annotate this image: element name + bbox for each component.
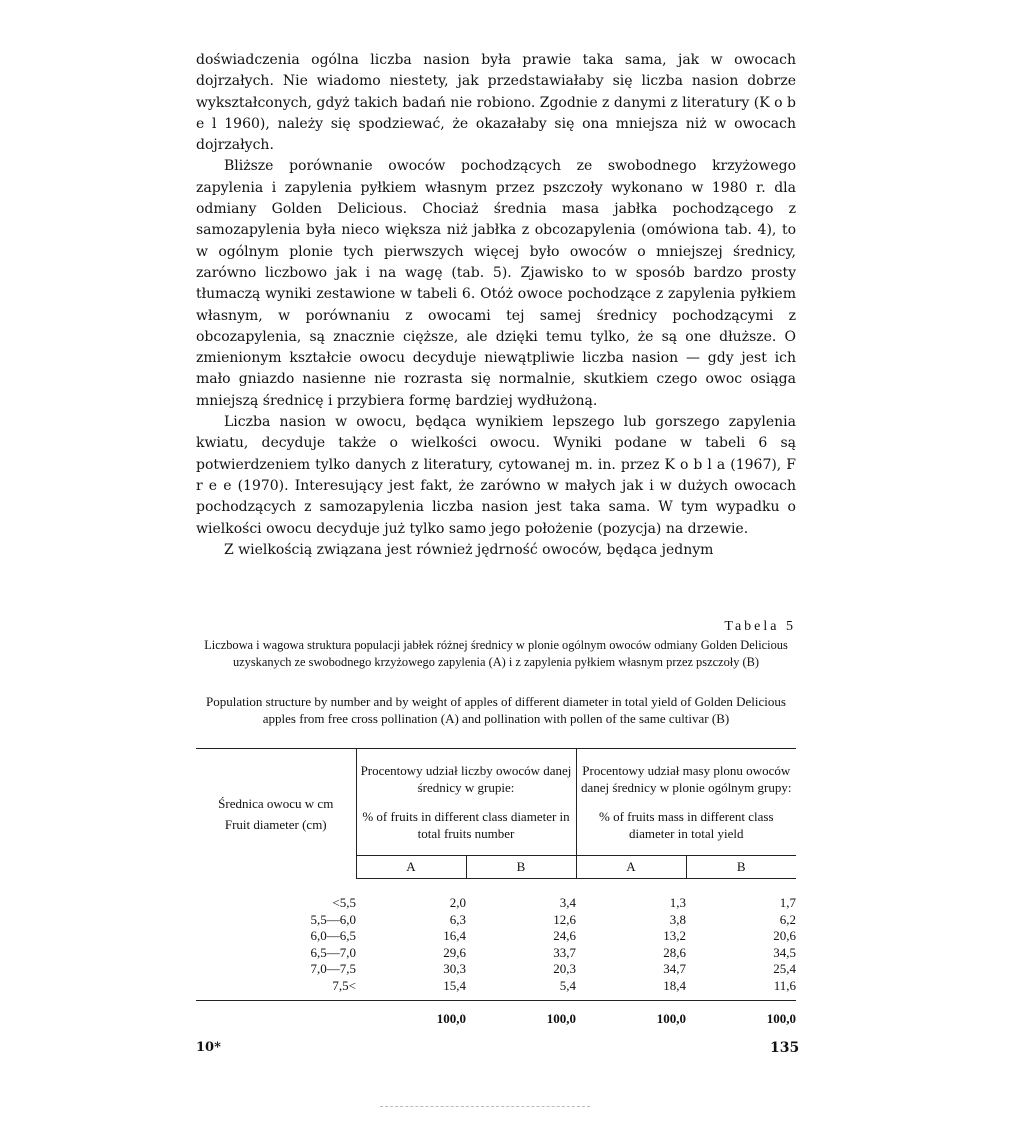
cell-mass-b: 1,7 [779,895,796,910]
cell-number-b: 5,4 [559,977,576,993]
cell-mass-a: 3,8 [669,911,686,927]
cell-number-b: 20,3 [553,961,576,976]
cell-total-number-b: 100,0 [466,1001,576,1038]
page-number: 135 [770,1040,800,1056]
header-mass-en: % of fruits mass in different class diameter in total yield [599,809,774,841]
table-row [196,978,796,995]
header-number-pl: Procentowy udział liczby owoców danej średnicy w grupie: [360,763,572,795]
scan-artifact-line [380,1106,590,1107]
header-mass-pl: Procentowy udział masy plonu owoców danej średnicy w plonie ogólnym grupy: [581,763,792,795]
cell-mass-b: 20,6 [773,928,796,943]
cell-number-b: 24,6 [553,928,576,943]
cell-mass-a: 28,6 [663,944,686,960]
data-table [196,748,796,1037]
paragraph-3: Liczba nasion w owocu, będąca wynikiem lepszego lub gorszego zapylenia kwiatu, decyduje także o wielkości owocu. Wyniki podane w tabeli 6 są potwierdzeniem tylko danych z literatury, cytowanej m. in. przez K o b l a (1967), F r e e (1970). Interesujący jest fakt, że zarówno w małych jak i w dużych owocach pochodzących z samozapylenia liczba nasion jest taka sama. W tym wypadku o wielkości owocu decyduje już tylko samo jego położenie (pozycja) na drzewie. [196,414,796,537]
cell-mass-a: 34,7 [663,961,686,976]
cell-diameter: 5,5—6,0 [310,911,356,927]
cell-diameter: 6,5—7,0 [310,944,356,960]
cell-diameter: 7,0—7,5 [310,961,356,976]
table-total-row [196,1001,796,1038]
cell-mass-a: 18,4 [663,977,686,993]
cell-number-a: 2,0 [449,895,466,910]
subheader-mass-b: B [686,856,796,879]
cell-mass-a: 1,3 [669,895,686,910]
cell-number-b: 3,4 [559,895,576,910]
table-row [196,945,796,962]
cell-mass-b: 11,6 [773,977,796,993]
cell-total-mass-b: 100,0 [686,1001,796,1038]
cell-diameter: 7,5< [332,977,356,993]
cell-mass-a: 13,2 [663,928,686,943]
subheader-mass-a: A [576,856,686,879]
paragraph-4: Z wielkością związana jest również jędrność owoców, będąca jednym [224,541,714,558]
cell-number-a: 6,3 [449,911,466,927]
cell-number-a: 29,6 [443,944,466,960]
table-row [196,928,796,945]
data-table-wrapper [196,748,796,1037]
cell-number-b: 12,6 [553,911,576,927]
cell-number-b: 33,7 [553,944,576,960]
cell-total-label [196,1001,356,1038]
printer-signature: 10* [196,1040,221,1055]
cell-mass-b: 25,4 [773,961,796,976]
cell-mass-b: 6,2 [779,911,796,927]
table-number: Tabela 5 [724,619,796,634]
header-number-share [356,749,576,856]
cell-total-number-a: 100,0 [356,1001,466,1038]
cell-number-a: 30,3 [443,961,466,976]
subheader-number-a: A [356,856,466,879]
body-text [196,50,796,561]
header-number-en: % of fruits in different class diameter in total fruits number [362,809,570,841]
header-diameter-en: Fruit diameter (cm) [224,816,327,832]
table-caption-english: Population structure by number and by weight of apples of different diameter in total yield of Golden Delicious apples from free cross pollination (A) and pollination with pollen of the same cultivar (B) [206,694,786,726]
table-row [196,879,796,912]
cell-diameter: 6,0—6,5 [310,928,356,943]
paragraph-1: doświadczenia ogólna liczba nasion była prawie taka sama, jak w owocach dojrzałych. Nie wiadomo niestety, jak przedstawiałaby się liczba nasion dobrze wykształconych, gdyż takich badań nie robiono. Zgodnie z danymi z literatury (K o b e l 1960), należy się spodziewać, że okazałaby się ona mniejsza niż w owocach dojrzałych. [196,52,796,154]
cell-number-a: 16,4 [443,928,466,943]
header-diameter-pl: Średnica owocu w cm [218,795,334,811]
table-row [196,961,796,978]
cell-mass-b: 34,5 [773,944,796,960]
header-mass-share [576,749,796,856]
cell-diameter: <5,5 [332,894,356,910]
cell-total-mass-a: 100,0 [576,1001,686,1038]
cell-number-a: 15,4 [443,977,466,993]
header-diameter [196,749,356,879]
table-row [196,912,796,929]
table-caption-polish: Liczbowa i wagowa struktura populacji jabłek różnej średnicy w plonie ogólnym owoców odmiany Golden Delicious uzyskanych ze swobodnego krzyżowego zapylenia (A) i z zapylenia pyłkiem własnym przez pszczoły (B) [204,638,788,669]
table-header-row [196,749,796,856]
subheader-number-b: B [466,856,576,879]
paragraph-2: Bliższe porównanie owoców pochodzących ze swobodnego krzyżowego zapylenia i zapylenia pyłkiem własnym przez pszczoły wykonano w 1980 r. dla odmiany Golden Delicious. Chociaż średnia masa jabłka pochodzącego z samozapylenia była nieco większa niż jabłka z obcozapylenia (omówiona tab. 4), to w ogólnym plonie tych pierwszych więcej było owoców o mniejszej średnicy, zarówno liczbowo jak i na wagę (tab. 5). Zjawisko to w sposób bardzo prosty tłumaczą wyniki zestawione w tabeli 6. Otóż owoce pochodzące z zapylenia pyłkiem własnym, w porównaniu z owocami tej samej średnicy pochodzącymi z obcozapylenia, są znacznie cięższe, ale dzięki temu tylko, że są one dłuższe. O zmienionym kształcie owocu decyduje niewątpliwie liczba nasion — gdy jest ich mało gniazdo nasienne nie rozrasta się normalnie, skutkiem czego owoc osiąga mniejszą średnicę i przybiera formę bardziej wydłużoną. [196,158,796,409]
